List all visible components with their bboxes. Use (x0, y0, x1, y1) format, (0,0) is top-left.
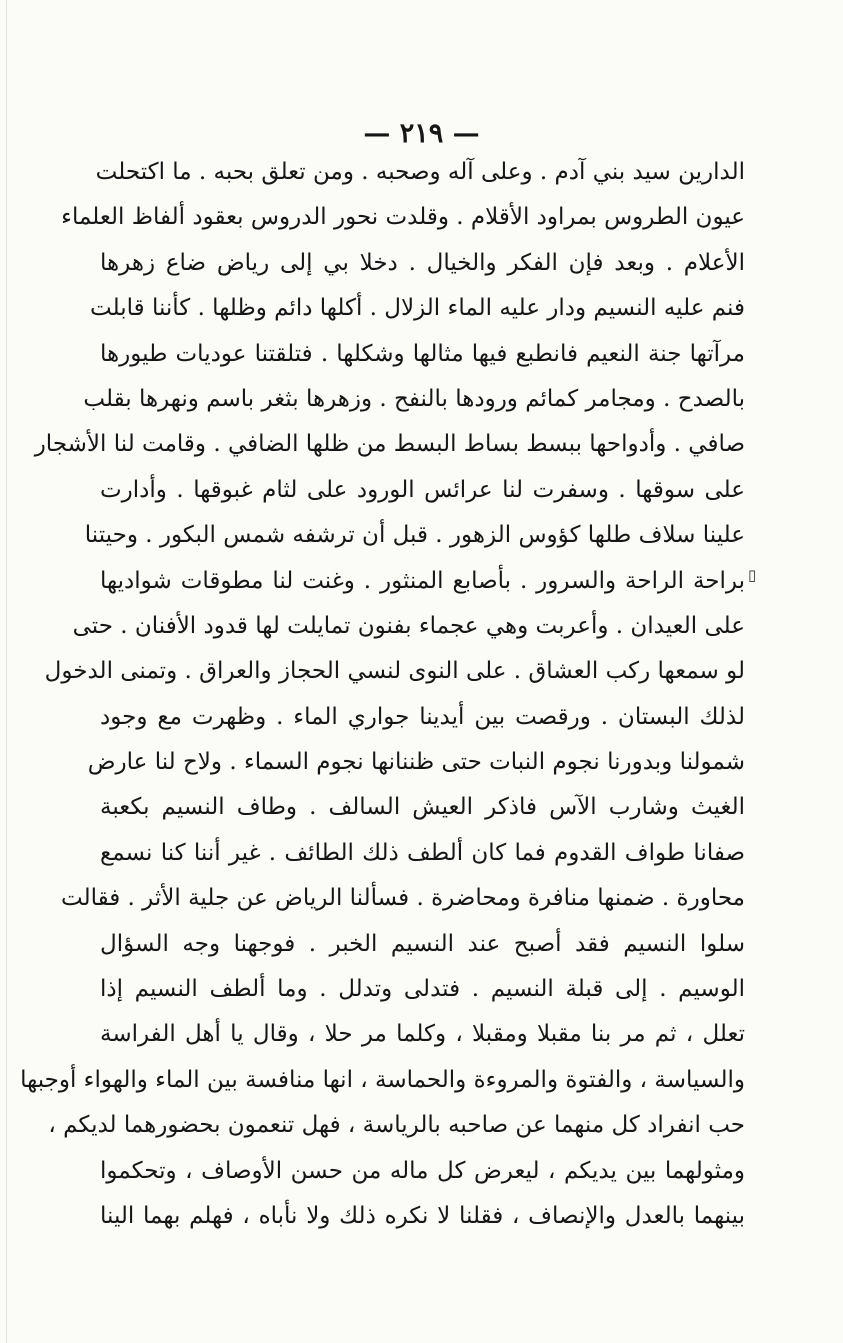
text-line: صفانا طواف القدوم فما كان ألطف ذلك الطائف . غير أننا كنا نسمع (100, 839, 745, 866)
text-line: لو سمعها ركب العشاق . على النوى لنسي الحجاز والعراق . وتمنى الدخول (44, 658, 745, 685)
text-line: على سوقها . وسفرت لنا عرائس الورود على لثام غبوقها . وأدارت (100, 476, 745, 503)
text-line: محاورة . ضمنها منافرة ومحاضرة . فسألنا الرياض عن جلية الأثر . فقالت (61, 885, 745, 912)
body-text (20, 150, 745, 1239)
text-line: الوسيم . إلى قبلة النسيم . فتدلى وتدلل . وما ألطف النسيم إذا (100, 976, 745, 1003)
margin-mark: ▯ (748, 566, 757, 584)
page-edge-line (6, 0, 7, 1343)
text-line: عيون الطروس بمراود الأقلام . وقلدت نحور الدروس بعقود ألفاظ العلماء (61, 204, 745, 231)
text-line: علينا سلاف طلها كؤوس الزهور . قبل أن ترشفه شمس البكور . وحيتنا (84, 522, 745, 549)
text-line: مرآتها جنة النعيم فانطبع فيها مثالها وشكلها . فتلقتنا عوديات طيورها (100, 340, 745, 367)
text-line: بينهما بالعدل والإنصاف ، فقلنا لا نكره ذلك ولا نأباه ، فهلم بهما الينا (100, 1202, 745, 1229)
text-line: تعلل ، ثم مر بنا مقبلا ومقبلا ، وكلما مر حلا ، وقال يا أهل الفراسة (100, 1021, 745, 1048)
text-line: سلوا النسيم فقد أصبح عند النسيم الخبر . فوجهنا وجه السؤال (100, 930, 745, 957)
text-line: لذلك البستان . ورقصت بين أيدينا جواري الماء . وظهرت مع وجود (100, 703, 745, 730)
text-line: ومثولهما بين يديكم ، ليعرض كل ماله من حسن الأوصاف ، وتحكموا (100, 1157, 745, 1184)
text-line: الغيث وشارب الآس فاذكر العيش السالف . وطاف النسيم بكعبة (100, 794, 745, 821)
text-line: والسياسة ، والفتوة والمروءة والحماسة ، انها منافسة بين الماء والهواء أوجبها (20, 1066, 745, 1093)
text-line: شمولنا وبدورنا نجوم النبات حتى ظننانها نجوم السماء . ولاح لنا عارض (87, 749, 745, 776)
text-line: براحة الراحة والسرور . بأصابع المنثور . وغنت لنا مطوقات شواديها (100, 567, 745, 594)
text-line: بالصدح . ومجامر كمائم ورودها بالنفح . وزهرها بثغر باسم ونهرها بقلب (83, 385, 745, 412)
text-line: فنم عليه النسيم ودار عليه الماء الزلال . أكلها دائم وظلها . كأننا قابلت (90, 295, 745, 322)
page-number: — ٢١٩ — (363, 118, 480, 149)
text-line: صافي . وأدواحها ببسط بساط البسط من ظلها الضافي . وقامت لنا الأشجار (34, 431, 745, 458)
text-line: حب انفراد كل منهما عن صاحبه بالرياسة ، فهل تنعمون بحضورهما لديكم ، (48, 1112, 745, 1139)
text-line: الأعلام . وبعد فإن الفكر والخيال . دخلا بي إلى رياض ضاع زهرها (100, 249, 745, 276)
text-line: الدارين سيد بني آدم . وعلى آله وصحبه . ومن تعلق بحبه . ما اكتحلت (95, 159, 745, 185)
text-line: على العيدان . وأعربت وهي عجماء بفنون تمايلت لها قدود الأفنان . حتى (72, 612, 745, 639)
